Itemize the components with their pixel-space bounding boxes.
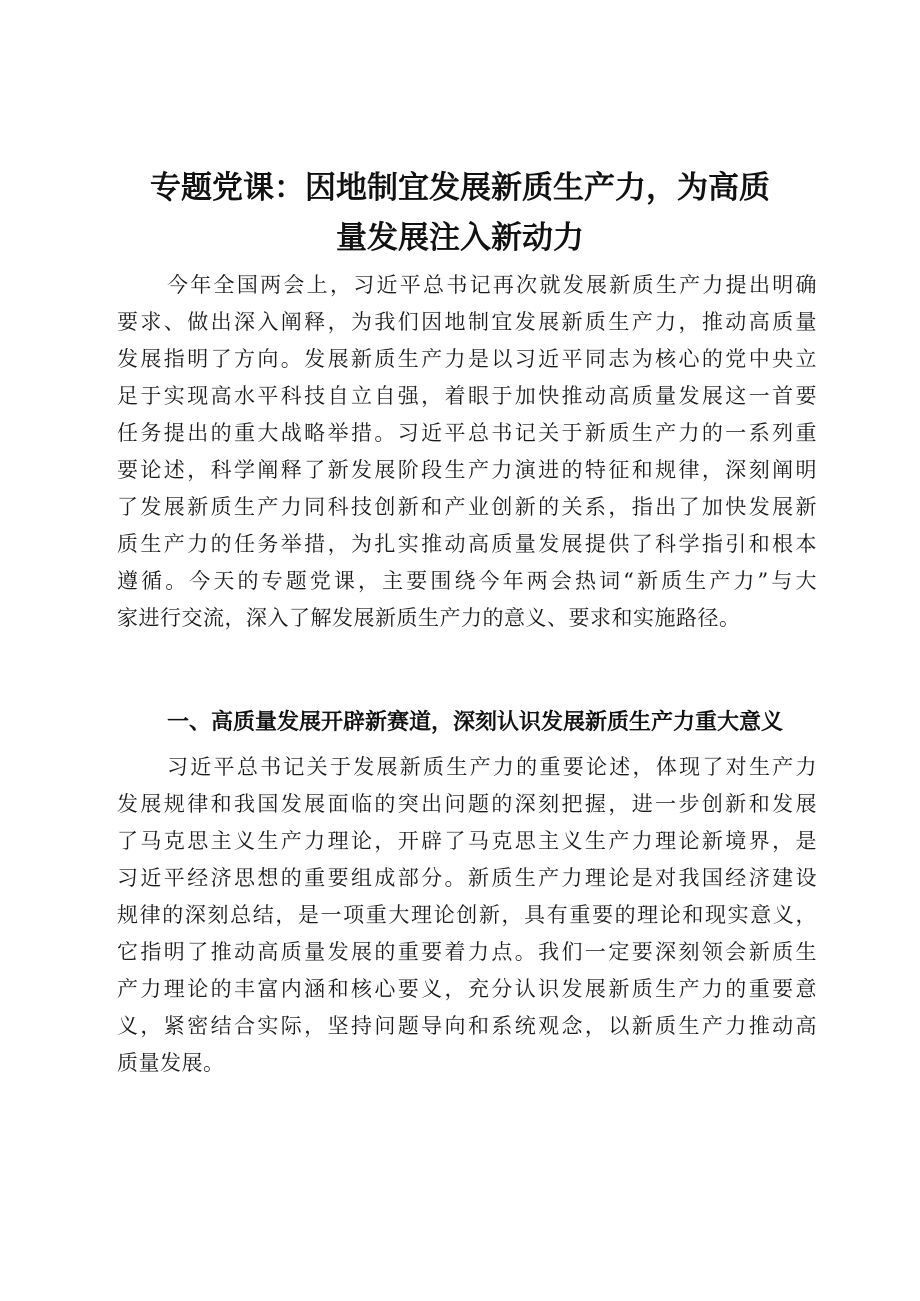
paragraph-line: 发展规律和我国发展面临的突出问题的深刻把握，进一步创新和发展 (117, 792, 817, 816)
paragraph-line: 质生产力的任务举措，为扎实推动高质量发展提供了科学指引和根本 (117, 532, 817, 556)
paragraph-line: 习近平经济思想的重要组成部分。新质生产力理论是对我国经济建设 (117, 866, 817, 890)
paragraph-line: 规律的深刻总结，是一项重大理论创新，具有重要的理论和现实意义， (117, 903, 817, 927)
document-title (60, 163, 860, 263)
title-line-1: 专题党课：因地制宜发展新质生产力，为高质 (150, 170, 770, 206)
paragraph-section-1 (117, 749, 817, 1082)
paragraph-line: 产力理论的丰富内涵和核心要义，充分认识发展新质生产力的重要意 (117, 977, 817, 1001)
section-heading-1: 一、高质量发展开辟新赛道，深刻认识发展新质生产力重大意义 (167, 710, 784, 735)
paragraph-line: 了发展新质生产力同科技创新和产业创新的关系，指出了加快发展新 (117, 495, 817, 519)
paragraph-line: 了马克思主义生产力理论，开辟了马克思主义生产力理论新境界，是 (117, 829, 817, 853)
paragraph-line: 家进行交流，深入了解发展新质生产力的意义、要求和实施路径。 (117, 606, 741, 630)
paragraph-line: 它指明了推动高质量发展的重要着力点。我们一定要深刻领会新质生 (117, 940, 817, 964)
paragraph-line: 习近平总书记关于发展新质生产力的重要论述，体现了对生产力 (167, 755, 817, 779)
paragraph-line: 义，紧密结合实际，坚持问题导向和系统观念，以新质生产力推动高 (117, 1014, 817, 1038)
paragraph-line: 要求、做出深入阐释，为我们因地制宜发展新质生产力，推动高质量 (117, 310, 817, 334)
paragraph-line: 发展指明了方向。发展新质生产力是以习近平同志为核心的党中央立 (117, 347, 817, 371)
paragraph-line: 任务提出的重大战略举措。习近平总书记关于新质生产力的一系列重 (117, 421, 817, 445)
paragraph-line: 要论述，科学阐释了新发展阶段生产力演进的特征和规律，深刻阐明 (117, 458, 817, 482)
paragraph-line: 质量发展。 (117, 1051, 225, 1075)
paragraph-line: 今年全国两会上，习近平总书记再次就发展新质生产力提出明确 (167, 273, 817, 297)
title-line-2: 量发展注入新动力 (336, 220, 584, 256)
paragraph-intro (117, 267, 817, 637)
paragraph-line: 遵循。今天的专题党课，主要围绕今年两会热词“新质生产力”与大 (117, 569, 817, 593)
paragraph-line: 足于实现高水平科技自立自强，着眼于加快推动高质量发展这一首要 (117, 384, 817, 408)
